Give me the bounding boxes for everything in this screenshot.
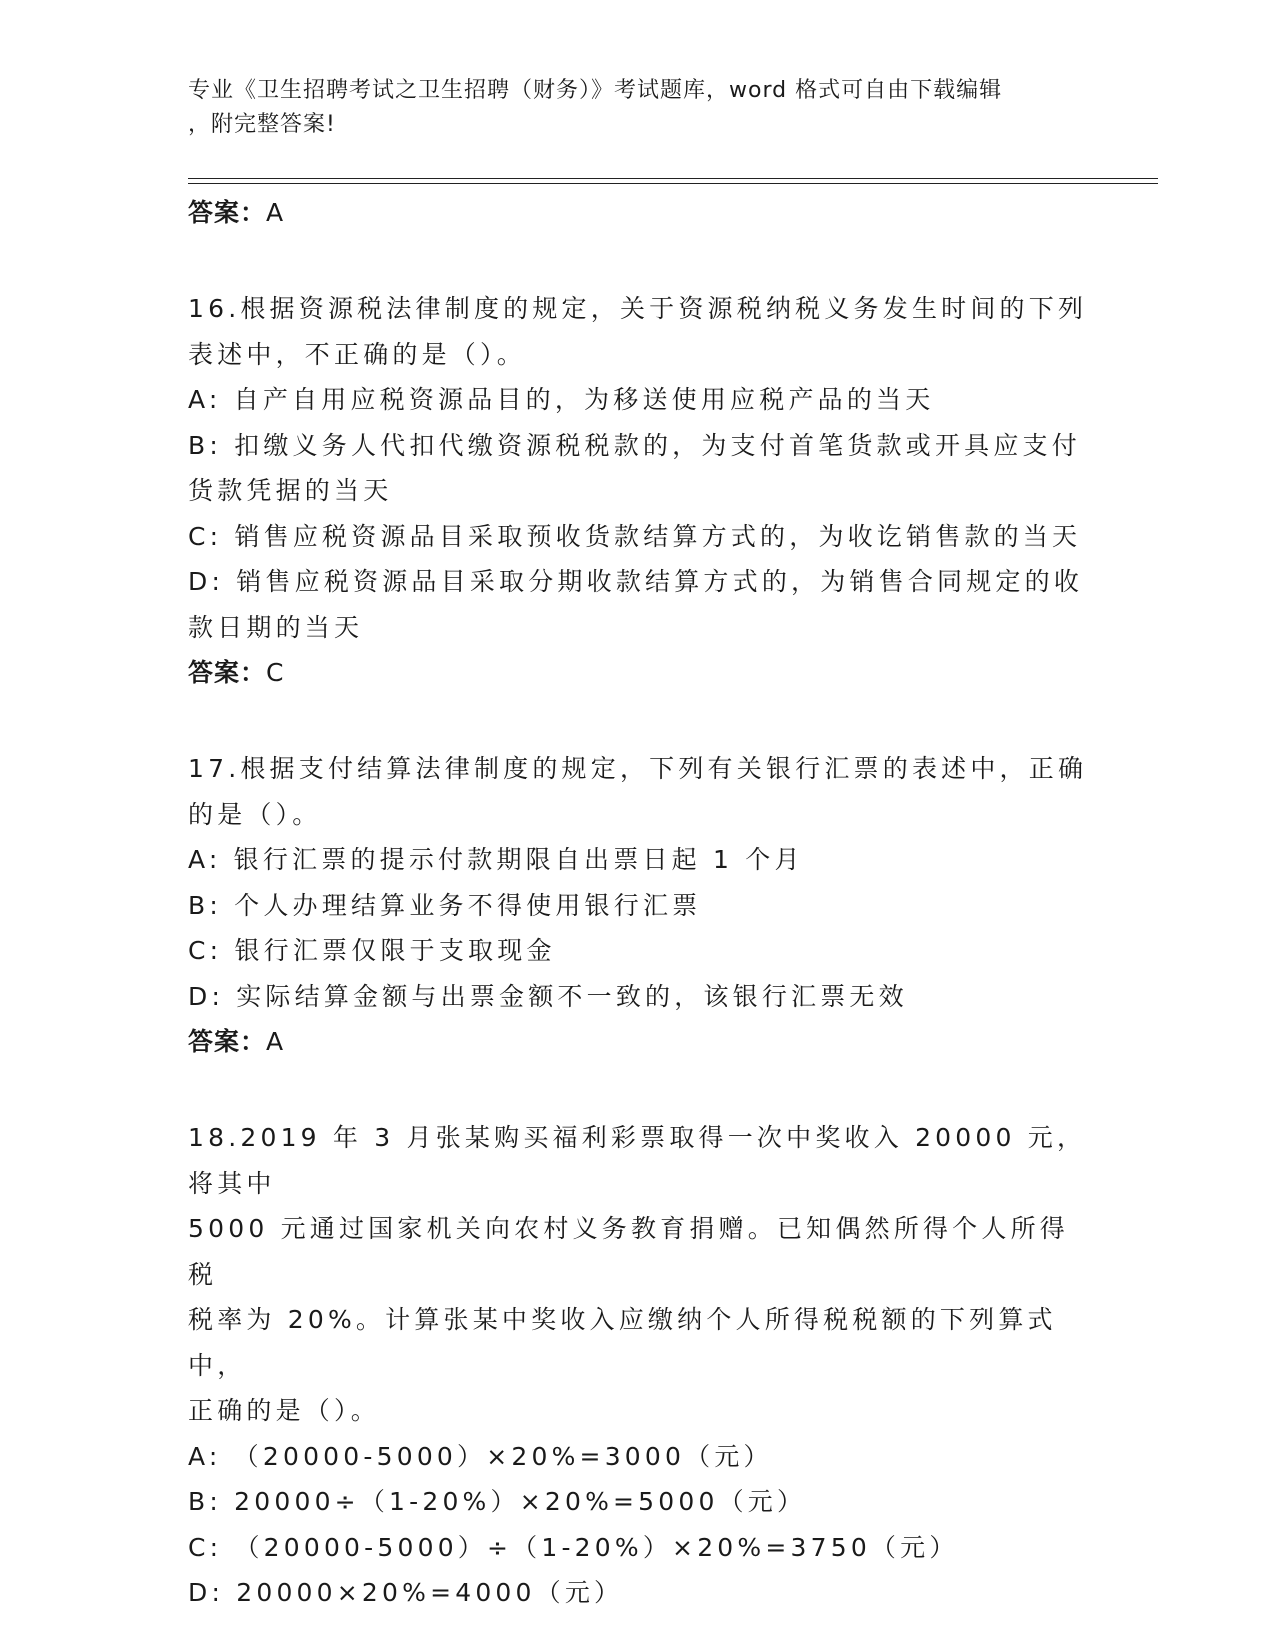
question-text-line: 表述中，不正确的是（）。 (188, 339, 526, 369)
option-key: C: (188, 936, 223, 965)
option-c (188, 928, 1088, 974)
option-a (188, 1434, 1088, 1480)
answer-value: C (266, 658, 285, 687)
option-b-continued: 货款凭据的当天 (188, 476, 393, 505)
answer-line (188, 650, 1088, 696)
header-divider-top (188, 178, 1158, 179)
option-text: 银行汇票仅限于支取现金 (234, 936, 556, 965)
question-text-line: 5000 元通过国家机关向农村义务教育捐赠。已知偶然所得个人所得税 (188, 1214, 1069, 1289)
option-d (188, 559, 1088, 605)
option-key: C: (188, 521, 223, 551)
option-key: D: (188, 1578, 225, 1607)
answer-label: 答案： (188, 198, 267, 227)
question-text-line: 17.根据支付结算法律制度的规定，下列有关银行汇票的表述中，正确 (188, 754, 1088, 783)
option-key: C: (188, 1532, 223, 1562)
option-d-continued: 款日期的当天 (188, 612, 364, 642)
question-text-line: 税率为 20%。计算张某中奖收入应缴纳个人所得税税额的下列算式中， (188, 1305, 1057, 1380)
header-line-2: ，附完整答案! (188, 112, 336, 137)
option-d (188, 974, 1088, 1020)
option-text: （20000-5000）×20%=3000（元） (233, 1441, 773, 1471)
question-block (188, 1115, 1088, 1616)
option-key: A: (188, 385, 222, 414)
option-text: 20000×20%=4000（元） (236, 1578, 624, 1607)
option-text: 销售应税资源品目采取预收货款结算方式的，为收讫销售款的当天 (234, 521, 1082, 551)
option-key: A: (188, 1441, 222, 1471)
option-text: 实际结算金额与出票金额不一致的，该银行汇票无效 (236, 981, 908, 1011)
option-text: 扣缴义务人代扣代缴资源税税款的，为支付首笔货款或开具应支付 (234, 430, 1081, 460)
option-b (188, 883, 1088, 929)
option-key: B: (188, 430, 222, 460)
question-block (188, 746, 1088, 1065)
option-b (188, 423, 1088, 469)
option-key: D: (188, 567, 225, 596)
option-key: A: (188, 845, 222, 874)
option-a (188, 377, 1088, 423)
option-text: 20000÷（1-20%）×20%=5000（元） (234, 1487, 807, 1516)
answer-value: A (266, 198, 285, 227)
option-b (188, 1479, 1088, 1525)
option-text: 个人办理结算业务不得使用银行汇票 (234, 890, 702, 920)
option-text: 销售应税资源品目采取分期收款结算方式的，为销售合同规定的收 (236, 567, 1084, 596)
question-text-line: 16.根据资源税法律制度的规定，关于资源税纳税义务发生时间的下列 (188, 294, 1088, 323)
document-header (188, 74, 1078, 142)
header-divider-bottom (188, 183, 1158, 184)
answer-label: 答案： (188, 658, 267, 687)
option-text: 银行汇票的提示付款期限自出票日起 1 个月 (233, 845, 804, 874)
option-a (188, 837, 1088, 883)
question-block (188, 286, 1088, 696)
document-body (188, 190, 1088, 1616)
answer-line (188, 1019, 1088, 1065)
option-text: 自产自用应税资源品目的，为移送使用应税产品的当天 (233, 385, 935, 414)
option-d (188, 1570, 1088, 1616)
option-c (188, 1525, 1088, 1571)
question-text-line: 的是（）。 (188, 799, 322, 829)
option-key: B: (188, 1487, 222, 1516)
answer-label: 答案： (188, 1027, 267, 1056)
answer-line (188, 190, 1088, 236)
answer-value: A (266, 1027, 285, 1056)
header-line-1: 专业《卫生招聘考试之卫生招聘（财务）》考试题库，word 格式可自由下载编辑 (188, 78, 1003, 103)
option-text: （20000-5000）÷（1-20%）×20%=3750（元） (234, 1532, 959, 1562)
option-key: B: (188, 890, 222, 920)
question-text-line: 18.2019 年 3 月张某购买福利彩票取得一次中奖收入 20000 元，将其中 (188, 1123, 1087, 1198)
question-text-line: 正确的是（）。 (188, 1396, 380, 1425)
option-c (188, 514, 1088, 560)
option-key: D: (188, 981, 225, 1011)
